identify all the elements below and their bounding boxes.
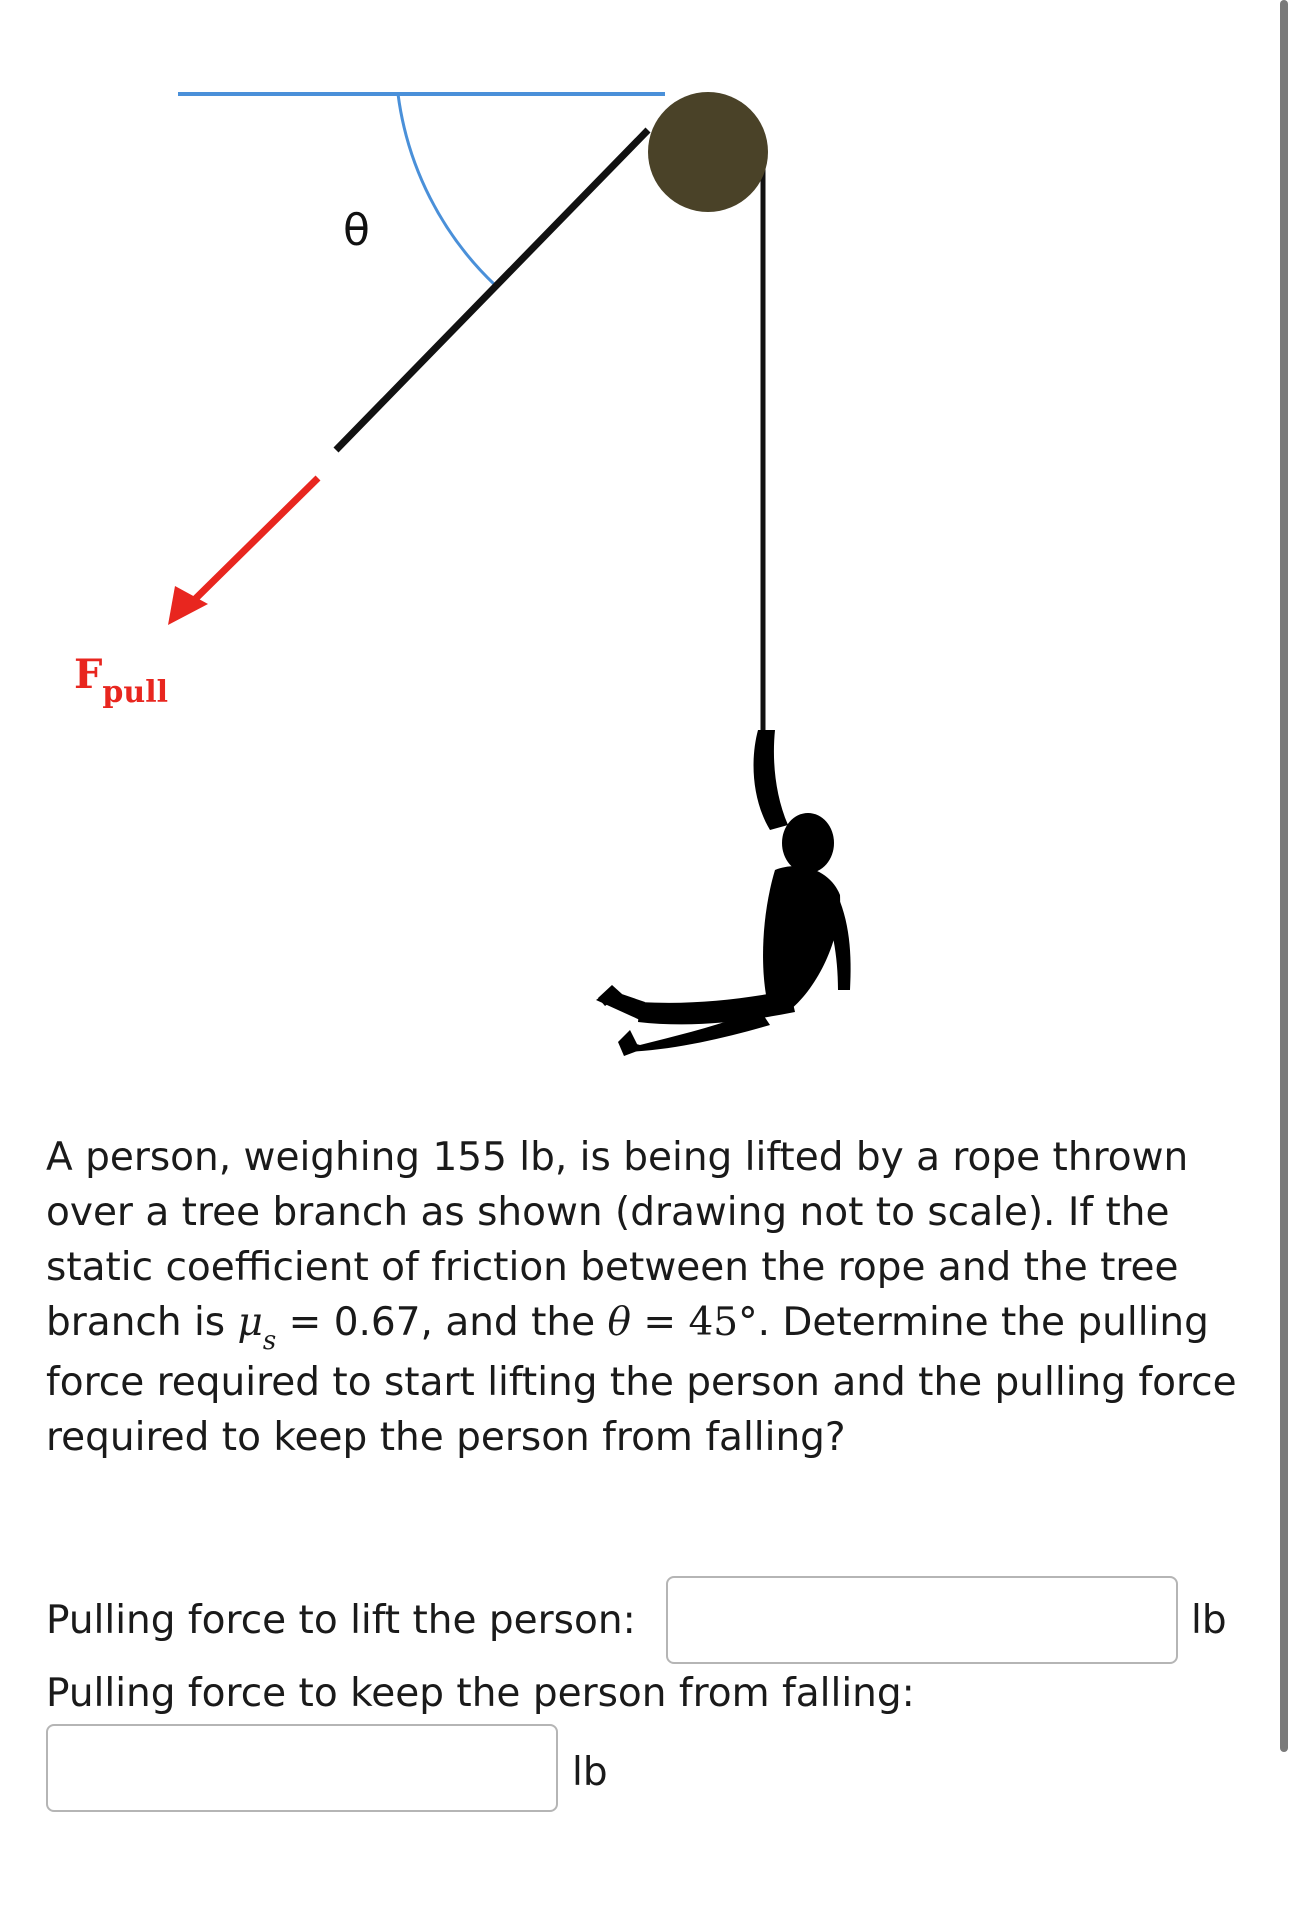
theta-label: θ — [343, 205, 370, 256]
angle-arc — [398, 94, 495, 285]
tree-branch-icon — [648, 92, 768, 212]
force-arrow-icon — [168, 478, 318, 625]
problem-text-1: A person, weighing 155 lb, is being lifted by a rope thrown over a tree branch as shown (drawing not to scale). If the static coefficient of friction between the rope and the tree branch is — [46, 1135, 1189, 1345]
keep-force-label: Pulling force to keep the person from falling: — [46, 1671, 915, 1716]
keep-force-input[interactable] — [46, 1724, 558, 1812]
lift-force-label: Pulling force to lift the person: — [46, 1598, 636, 1643]
lift-force-unit: lb — [1191, 1598, 1227, 1643]
rope-pulley-diagram — [0, 0, 1000, 1080]
theta-value: = 45° — [630, 1300, 758, 1345]
problem-statement — [46, 1130, 1266, 1465]
mu-subscript: s — [262, 1326, 277, 1356]
pulling-rope-segment — [336, 130, 648, 450]
mu-symbol: μ — [237, 1300, 263, 1345]
lift-force-input[interactable] — [666, 1576, 1178, 1664]
theta-symbol: θ — [607, 1300, 631, 1345]
force-label: Fpull — [74, 651, 168, 710]
person-silhouette-icon — [596, 730, 851, 1056]
problem-text-3: . Determine the pulling force required to start lifting the person and the pulling force required to keep the person from falling? — [46, 1300, 1237, 1460]
problem-text-2: = 0.67, and the — [276, 1300, 608, 1345]
page-scrollbar[interactable] — [1280, 0, 1288, 1752]
keep-force-unit: lb — [572, 1750, 608, 1795]
